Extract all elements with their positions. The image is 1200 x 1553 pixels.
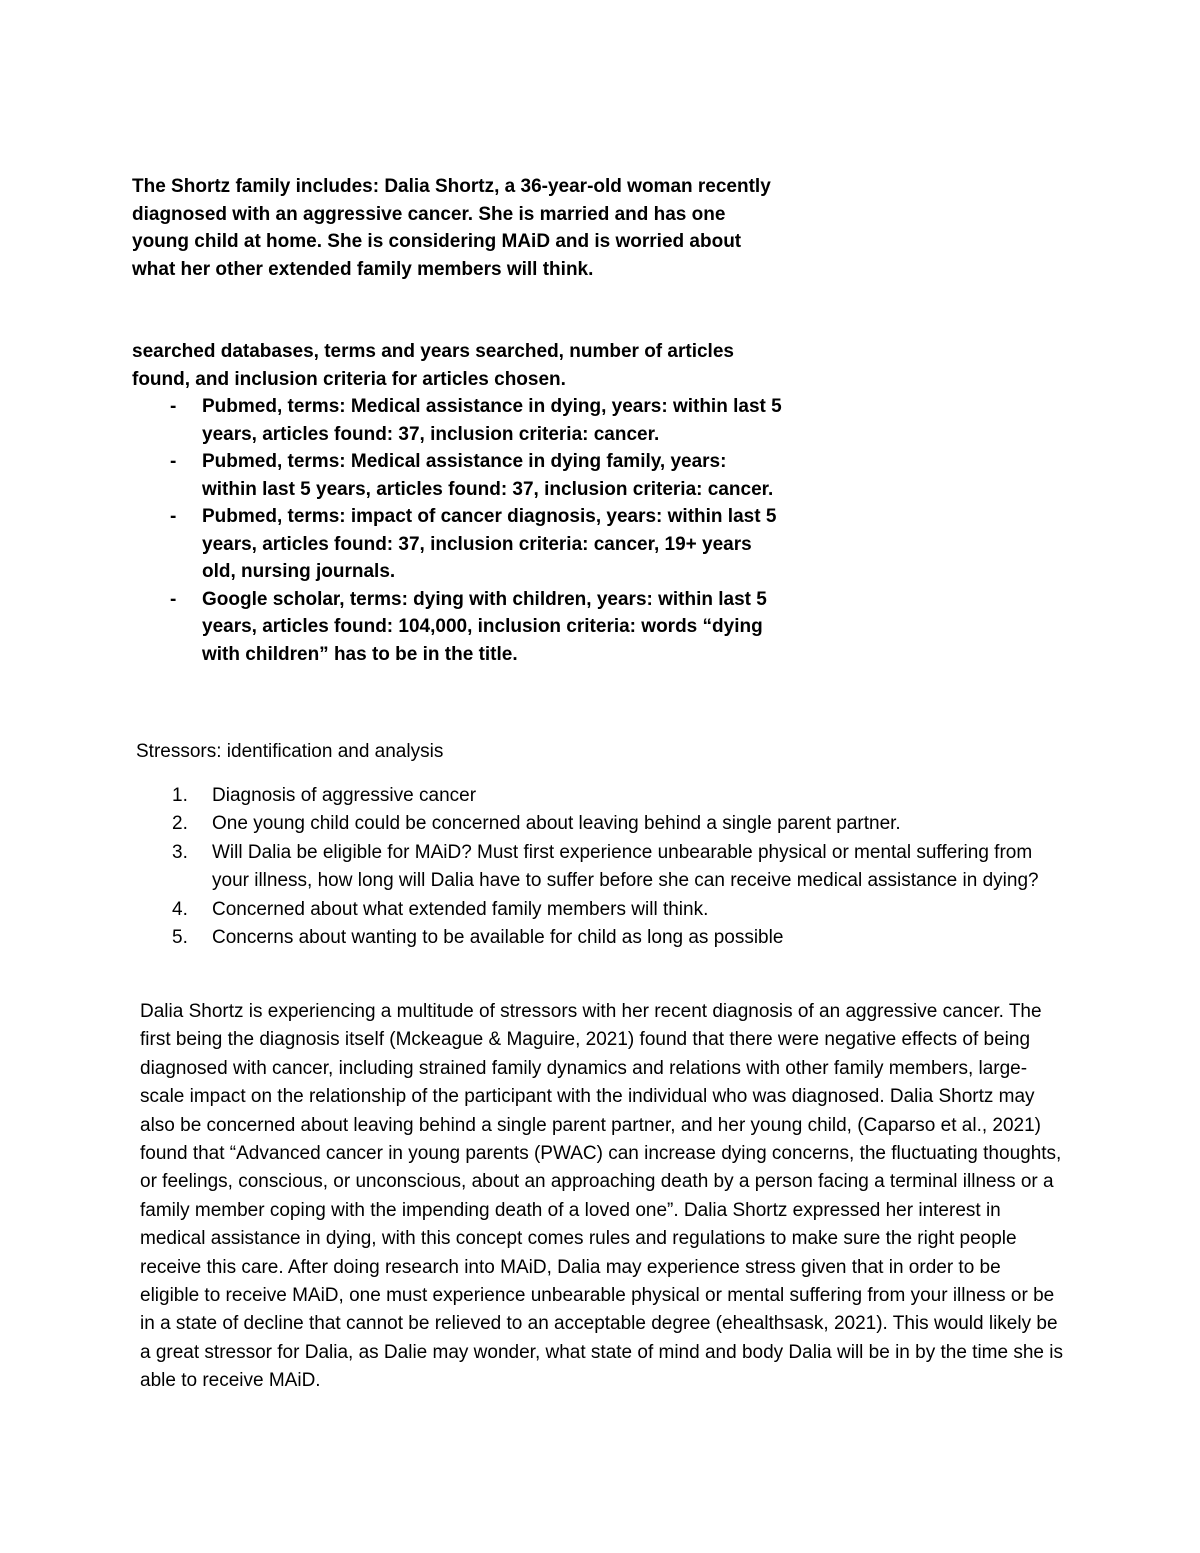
search-item-text: Pubmed, terms: Medical assistance in dying, years: within last 5 years, articles found: 37, inclusion criteria: cancer. (202, 396, 782, 445)
stressor-text: Will Dalia be eligible for MAiD? Must first experience unbearable physical or mental suffering from your illness, how long will Dalia have to suffer before she can receive medical assistance in dying? (212, 841, 1039, 892)
analysis-paragraph: Dalia Shortz is experiencing a multitude of stressors with her recent diagnosis of an aggressive cancer. The first being the diagnosis itself (Mckeague & Maguire, 2021) found that there were negative effects of being diagnosed with cancer, including strained family dynamics and relations with other family members, large-scale impact on the relationship of the participant with the individual who was diagnosed. Dalia Shortz may also be concerned about leaving behind a single parent partner, and her young child, (Caparso et al., 2021) found that “Advanced cancer in young parents (PWAC) can increase dying concerns, the fluctuating thoughts, or feelings, conscious, or unconscious, about an approaching death by a person facing a terminal illness or a family member coping with the impending death of a loved one”. Dalia Shortz expressed her interest in medical assistance in dying, with this concept comes rules and regulations to make sure the right people receive this care. After doing research into MAiD, Dalia may experience stress given that in order to be eligible to receive MAiD, one must experience unbearable physical or mental suffering from your illness or be in a state of decline that cannot be relieved to an acceptable degree (ehealthsask, 2021). This would likely be a great stressor for Dalia, as Dalie may wonder, what state of mind and body Dalia will be in by the time she is able to receive MAiD. (140, 1001, 1063, 1392)
stressor-text: Concerned about what extended family members will think. (212, 898, 709, 920)
stressor-text: Diagnosis of aggressive cancer (212, 785, 477, 806)
stressor-text: One young child could be concerned about leaving behind a single parent partner. (212, 813, 901, 835)
list-number: 3. (172, 841, 188, 863)
list-item (132, 896, 1062, 924)
list-number: 5. (172, 927, 188, 949)
list-item (132, 810, 1062, 838)
search-item-text: Pubmed, terms: Medical assistance in dying family, years: within last 5 years, articles found: 37, inclusion criteria: cancer. (202, 451, 774, 500)
list-number: 1. (172, 785, 188, 806)
list-item (132, 782, 1062, 810)
search-strategy-heading: searched databases, terms and years searched, number of articles found, and inclusion criteria for articles chosen. (132, 341, 734, 390)
case-description-text: The Shortz family includes: Dalia Shortz, a 36-year-old woman recently diagnosed with an aggressive cancer. She is married and has one young child at home. She is considering MAiD and is worried about what her other extended family members will think. (132, 176, 771, 280)
list-number: 2. (172, 813, 188, 835)
list-item (132, 503, 782, 586)
list-item (132, 924, 1062, 952)
stressors-heading: Stressors: identification and analysis (136, 741, 444, 762)
search-strategy (132, 338, 782, 668)
list-item (132, 448, 782, 503)
bullet-dash: - (170, 506, 177, 527)
search-item-text: Pubmed, terms: impact of cancer diagnosis, years: within last 5 years, articles found: 37, inclusion criteria: cancer, 19+ years old, nursing journals. (202, 506, 777, 582)
search-item-text: Google scholar, terms: dying with children, years: within last 5 years, articles found: 104,000, inclusion criteria: words “dying with children” has to be in the title. (202, 588, 767, 665)
bullet-dash: - (170, 396, 177, 417)
list-item (132, 839, 1062, 896)
search-results-list (132, 393, 782, 668)
case-description (132, 173, 782, 283)
bullet-dash: - (170, 451, 177, 472)
list-number: 4. (172, 898, 188, 920)
list-item (132, 393, 782, 448)
list-item (132, 586, 782, 669)
stressors-list (132, 782, 1062, 952)
stressor-text: Concerns about wanting to be available for child as long as possible (212, 927, 784, 949)
bullet-dash: - (170, 588, 177, 610)
